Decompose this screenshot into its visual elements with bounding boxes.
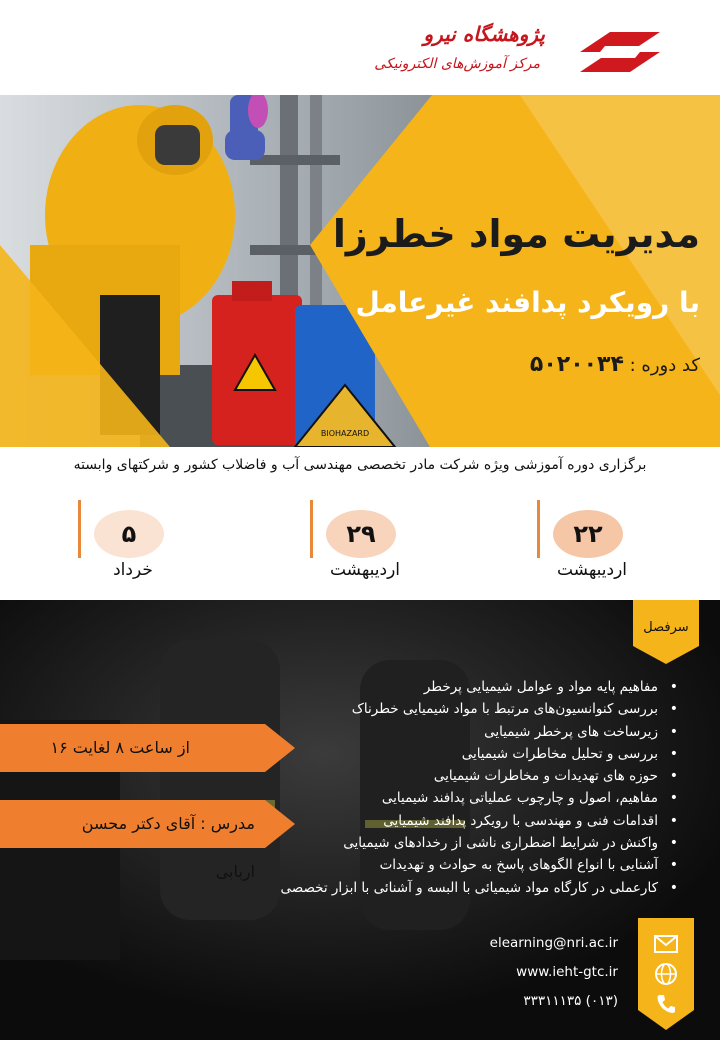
course-subtitle: با رویکرد پدافند غیرعامل (355, 286, 700, 319)
date-accent-bar (310, 500, 313, 558)
globe-icon (652, 960, 680, 988)
list-item: • اقدامات فنی و مهندسی با رویکرد پدافند شیمیایی (280, 810, 678, 832)
syllabus-list (280, 676, 678, 899)
syllabus-tag: سرفصل (643, 620, 689, 635)
brand-name: پژوهشگاه نیرو (423, 22, 545, 46)
course-title: مدیریت مواد خطرزا (332, 212, 700, 256)
list-item: • واکنش در شرایط اضطراری ناشی از رخدادهای شیمیایی (280, 832, 678, 854)
contact-phone[interactable]: (۰۱۳) ۳۳۳۱۱۱۳۵ (523, 993, 618, 1009)
list-item: • زیرساخت های پرخطر شیمیایی (280, 721, 678, 743)
time-text: از ساعت ۸ لغایت ۱۶ (50, 738, 190, 757)
brand-logo-icon (575, 32, 665, 72)
course-code-value: ۵۰۲۰۰۳۴ (529, 352, 624, 377)
course-code-label: کد دوره : (629, 355, 700, 376)
hero-banner (0, 95, 720, 447)
list-item: • کارعملی در کارگاه مواد شیمیائی با البسه و آشنائی با ابزار تخصصی (280, 877, 678, 899)
date-month: اردیبهشت (556, 560, 628, 580)
phone-icon (652, 990, 680, 1018)
brand-subname: مرکز آموزش‌های الکترونیکی (374, 56, 540, 72)
list-item: • بررسی کنوانسیون‌های مرتبط با مواد شیمیایی خطرناک (280, 698, 678, 720)
date-day: ۵ (94, 510, 164, 558)
date-day: ۲۲ (553, 510, 623, 558)
date-accent-bar (537, 500, 540, 558)
date-card-2 (310, 500, 420, 595)
contact-email[interactable]: elearning@nri.ac.ir (489, 935, 618, 951)
date-month: خرداد (113, 560, 153, 580)
date-card-1 (537, 500, 647, 595)
date-day: ۲۹ (326, 510, 396, 558)
biohazard-label: BIOHAZARD (320, 429, 370, 438)
teacher-text: مدرس : آقای دکتر محسن اربابی (81, 814, 255, 881)
hero-photo (0, 95, 720, 447)
contact-website[interactable]: www.ieht-gtc.ir (516, 964, 618, 980)
intro-text: برگزاری دوره آموزشی ویژه شرکت مادر تخصصی مهندسی آب و فاضلاب کشور و شرکتهای وابسته (73, 457, 647, 473)
list-item: • بررسی و تحلیل مخاطرات شیمیایی (280, 743, 678, 765)
date-accent-bar (78, 500, 81, 558)
mail-icon (652, 930, 680, 958)
date-card-3 (78, 500, 188, 595)
list-item: • آشنایی با انواع الگوهای پاسخ به حوادث و تهدیدات (280, 854, 678, 876)
list-item: • مفاهیم پایه مواد و عوامل شیمیایی پرخطر (280, 676, 678, 698)
course-code (530, 352, 700, 377)
list-item: • حوزه های تهدیدات و مخاطرات شیمیایی (280, 765, 678, 787)
date-month: اردیبهشت (329, 560, 401, 580)
list-item: • مفاهیم، اصول و چارچوب عملیاتی پدافند شیمیایی (280, 787, 678, 809)
